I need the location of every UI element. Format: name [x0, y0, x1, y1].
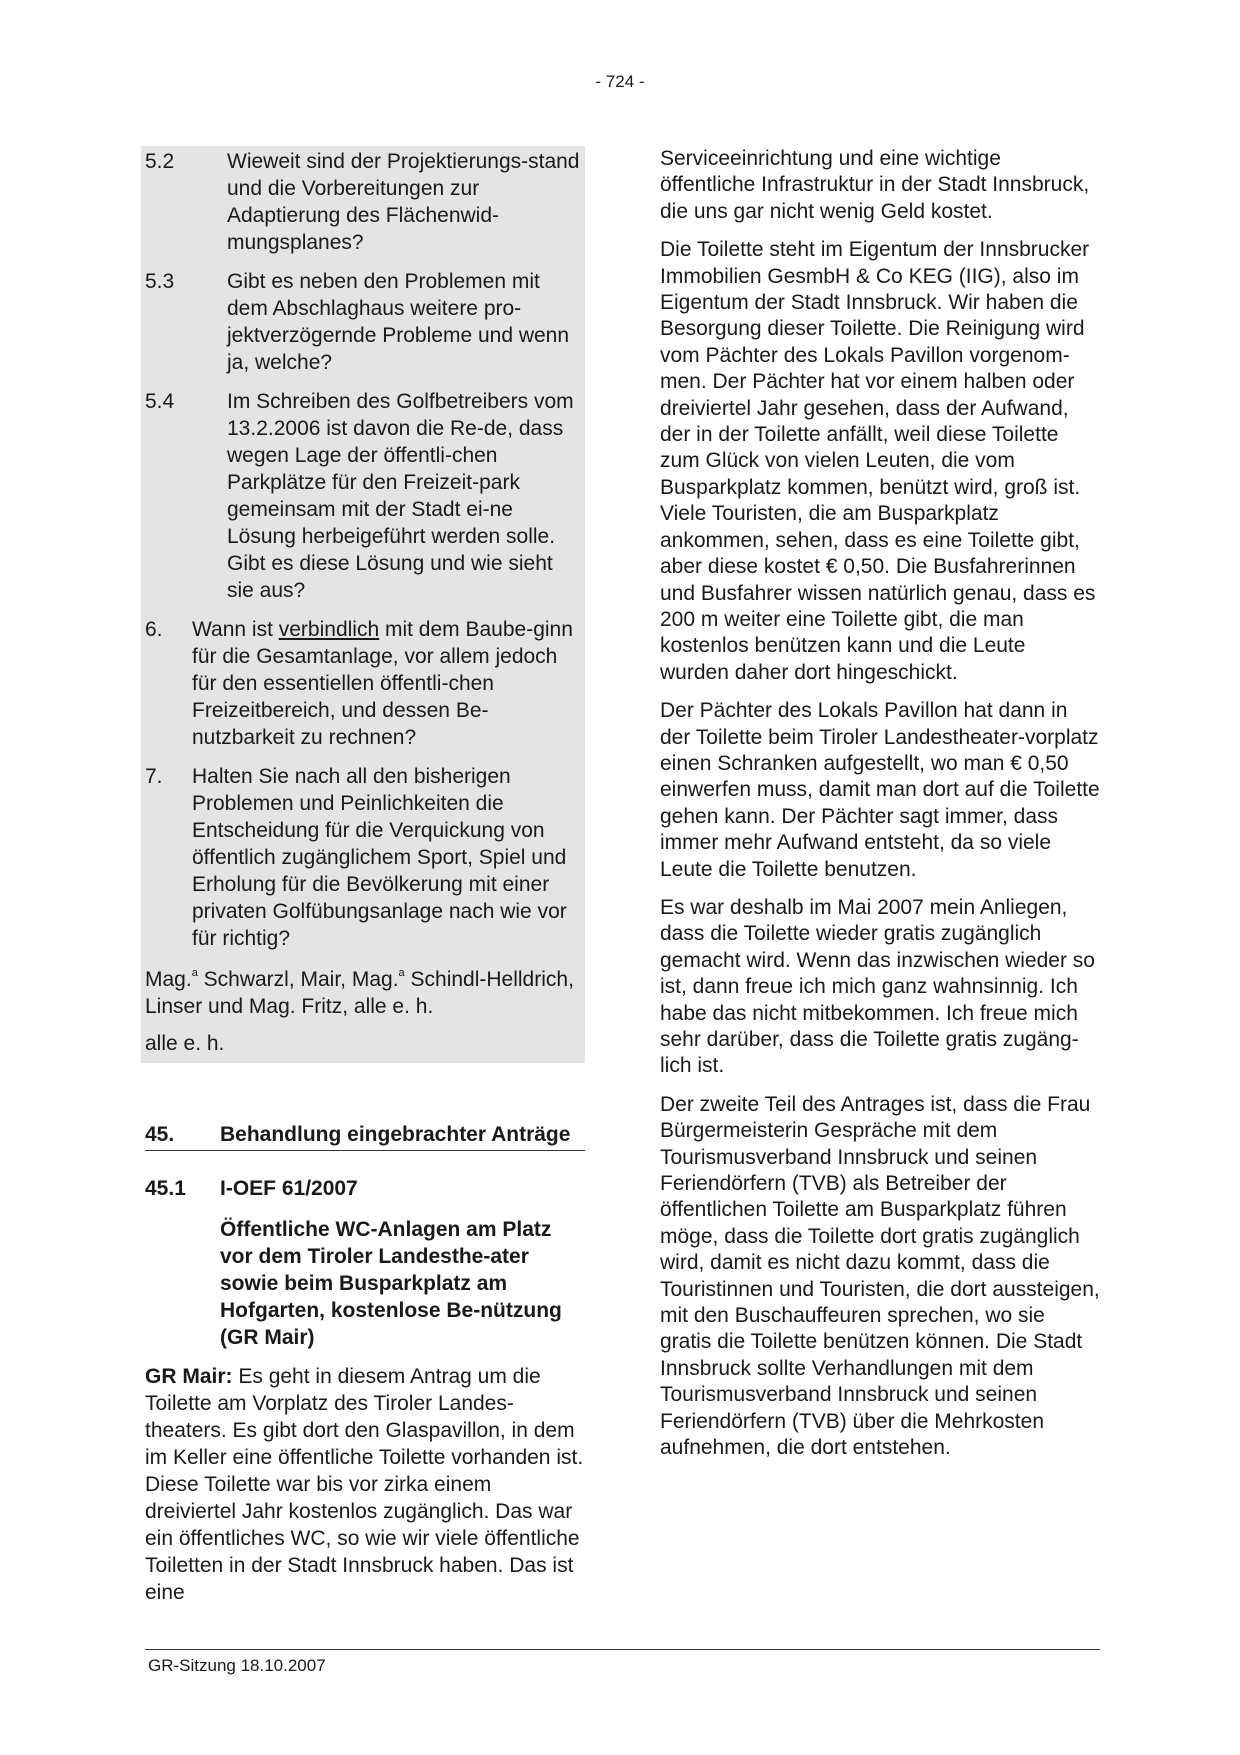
question-text: Im Schreiben des Golfbetreibers vom 13.2.2006 ist davon die Re-de, dass wegen Lage der öffentli-chen Parkplätze für den Freizeit-park gemeinsam mit der Stadt ei-ne Lösung herbeigeführt werden solle. Gibt es diese Lösung und wie sieht sie aus?	[227, 390, 574, 602]
question-number: 5.4	[145, 390, 175, 413]
superscript: a	[398, 967, 405, 979]
question-text: Gibt es neben den Problemen mit dem Abschlaghaus weitere pro-jektverzögernde Probleme und wenn ja, welche?	[227, 270, 570, 374]
page-number: - 724 -	[595, 72, 645, 91]
paragraph-2: Die Toilette steht im Eigentum der Innsbrucker Immobilien GesmbH & Co KEG (IIG), also im Eigentum der Stadt Innsbruck. Wir haben die Besorgung dieser Toilette. Die Reinigung wird vom Pächter des Lokals Pavillon vorgenom-men. Der Pächter hat vor einem halben oder dreiviertel Jahr gesehen, dass der Aufwand, der in der Toilette anfällt, weil diese Toilette zum Glück von vielen Leuten, die vom Busparkplatz kommen, benützt wird, groß ist. Viele Touristen, die am Busparkplatz ankommen, sehen, dass es eine Toilette gibt, aber diese kostet € 0,50. Die Busfahrerinnen und Busfahrer wissen natürlich genau, dass es 200 m weiter eine Toilette gibt, die man kostenlos benützen kann und die Leute wurden daher dort hingeschickt.	[660, 238, 1096, 684]
question-text-part: Wann ist	[192, 618, 279, 641]
question-7	[145, 763, 581, 952]
superscript: a	[191, 967, 198, 979]
question-number: 5.2	[145, 150, 175, 173]
footer-text: GR-Sitzung 18.10.2007	[148, 1656, 326, 1675]
speaker-name: GR Mair:	[145, 1365, 233, 1388]
speech-paragraph	[145, 1363, 585, 1606]
section-number: 45.	[145, 1123, 175, 1146]
section-heading	[145, 1121, 585, 1151]
question-5-2	[145, 148, 581, 256]
question-5-4	[145, 388, 581, 604]
paragraph-1: Serviceeinrichtung und eine wichtige öffentliche Infrastruktur in der Stadt Innsbruck, die uns gar nicht wenig Geld kostet.	[660, 147, 1090, 223]
signatory-text: Schwarzl, Mair, Mag.	[197, 968, 399, 991]
footer-rule	[145, 1649, 1100, 1650]
question-number: 7.	[145, 765, 163, 788]
question-block	[141, 146, 585, 1063]
signatories-note: alle e. h.	[145, 1032, 225, 1055]
underlined-word: verbindlich	[278, 618, 380, 641]
paragraph-5: Der zweite Teil des Antrages ist, dass die Frau Bürgermeisterin Gespräche mit dem Tourismusverband Innsbruck und seinen Feriendörfern (TVB) als Betreiber der öffentlichen Toilette am Busparkplatz führen möge, dass die Toilette dort gratis zugänglich wird, damit es nicht dazu kommt, dass die Touristinnen und Touristen, die dort aussteigen, mit den Buschauffeuren sprechen, wo sie gratis die Toilette benützen können. Die Stadt Innsbruck sollte Verhandlungen mit dem Tourismusverband Innsbruck und seinen Feriendörfern (TVB) über die Mehrkosten aufnehmen, die dort entstehen.	[660, 1092, 1100, 1460]
signatory-text: Schindl-Helldrich, Linser und Mag. Fritz, alle e. h.	[145, 968, 574, 1018]
paragraph-4: Es war deshalb im Mai 2007 mein Anliegen, dass die Toilette wieder gratis zugänglich gemacht wird. Wenn das inzwischen wieder so ist, dann freue ich mich ganz wahnsinnig. Ich habe das nicht mitbekommen. Ich freue mich sehr darüber, dass die Toilette gratis zugäng-lich ist.	[660, 895, 1095, 1078]
question-6	[145, 616, 581, 751]
subsection-subject: Öffentliche WC-Anlagen am Platz vor dem Tiroler Landesthe-ater sowie beim Busparkplatz am Hofgarten, kostenlose Be-nützung (GR Mair)	[220, 1218, 562, 1349]
question-5-3	[145, 268, 581, 376]
signatory-text: Mag.	[145, 968, 192, 991]
question-text-part: mit dem Baube-ginn für die Gesamtanlage, vor allem jedoch für den essentiellen öffentli-chen Freizeitbereich, und dessen Be-nutzbarkeit zu rechnen?	[192, 618, 573, 749]
signatories	[145, 966, 581, 1020]
question-text: Halten Sie nach all den bisherigen Problemen und Peinlichkeiten die Entscheidung für die Verquickung von öffentlich zugänglichem Sport, Spiel und Erholung für die Bevölkerung mit einer privaten Golfübungsanlage nach wie vor für richtig?	[192, 765, 567, 950]
right-column	[660, 146, 1100, 1474]
question-text: Wieweit sind der Projektierungs-stand und die Vorbereitungen zur Adaptierung des Flächenwid-mungsplanes?	[227, 150, 580, 254]
subsection-number: 45.1	[145, 1177, 186, 1200]
left-column	[145, 146, 585, 1606]
subsection-heading	[145, 1175, 585, 1202]
section-title: Behandlung eingebrachter Anträge	[220, 1123, 571, 1146]
question-number: 5.3	[145, 270, 175, 293]
question-text	[192, 616, 581, 751]
subsection-title: I-OEF 61/2007	[220, 1177, 358, 1200]
question-number: 6.	[145, 618, 163, 641]
speech-text: Es geht in diesem Antrag um die Toilette am Vorplatz des Tiroler Landes-theaters. Es gibt dort den Glaspavillon, in dem im Keller eine öffentliche Toilette vorhanden ist. Diese Toilette war bis vor zirka einem dreiviertel Jahr kostenlos zugänglich. Das war ein öffentliches WC, so wie wir viele öffentliche Toiletten in der Stadt Innsbruck haben. Das ist eine	[145, 1365, 584, 1604]
paragraph-3: Der Pächter des Lokals Pavillon hat dann in der Toilette beim Tiroler Landestheater-vorplatz einen Schranken aufgestellt, wo man € 0,50 einwerfen muss, damit man dort auf die Toilette gehen kann. Der Pächter sagt immer, dass immer mehr Aufwand entsteht, da so viele Leute die Toilette benutzen.	[660, 699, 1100, 881]
